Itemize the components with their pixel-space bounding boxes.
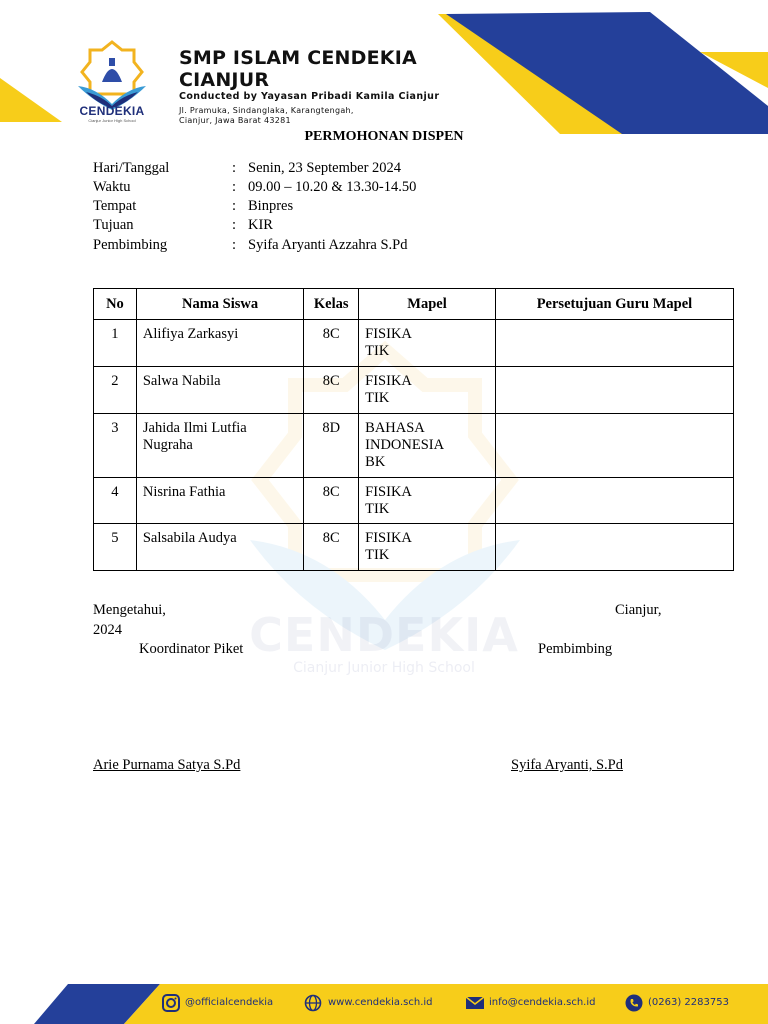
- info-colon: :: [232, 160, 237, 176]
- watermark-subtitle: Cianjur Junior High School: [293, 660, 475, 676]
- school-name-line-1: SMP ISLAM CENDEKIA: [179, 47, 417, 69]
- info-label: Pembimbing: [93, 237, 168, 253]
- approval-cell[interactable]: [495, 524, 733, 571]
- footer-email[interactable]: info@cendekia.sch.id: [489, 997, 596, 1008]
- school-name-line-2: CIANJUR: [179, 69, 270, 91]
- row-subject: [359, 367, 495, 407]
- city-label: Cianjur,: [615, 602, 662, 618]
- table-row: [94, 414, 734, 478]
- row-class: 8D: [322, 420, 341, 436]
- row-name: [137, 367, 303, 390]
- table-header-row: [94, 289, 734, 320]
- row-name: [137, 320, 303, 343]
- info-label: Tempat: [93, 198, 137, 214]
- header-name: Nama Siswa: [136, 289, 303, 320]
- table-row: [94, 524, 734, 571]
- right-role: Pembimbing: [538, 641, 613, 657]
- row-no: 5: [111, 530, 119, 546]
- table-row: [94, 478, 734, 524]
- phone-icon: [625, 994, 643, 1012]
- table-row: [94, 367, 734, 414]
- info-value: Syifa Aryanti Azzahra S.Pd: [248, 237, 408, 253]
- subject-line: FISIKA: [365, 326, 412, 342]
- header-subject: Mapel: [359, 289, 496, 320]
- approval-cell[interactable]: [495, 478, 733, 524]
- foundation-line: Conducted by Yayasan Pribadi Kamila Cianjur: [179, 91, 440, 102]
- logo-wordmark: CENDEKIA: [79, 104, 145, 118]
- name-line: Alifiya Zarkasyi: [142, 326, 239, 342]
- info-value: Binpres: [248, 198, 294, 214]
- row-no: 4: [111, 484, 119, 500]
- footer-instagram[interactable]: @officialcendekia: [185, 997, 274, 1008]
- subject-line: BAHASA: [365, 420, 425, 436]
- row-subject: [359, 414, 495, 471]
- school-name: [179, 47, 417, 91]
- info-colon: :: [232, 217, 237, 233]
- approval-cell[interactable]: [495, 320, 733, 367]
- address-line-2: Cianjur, Jawa Barat 43281: [179, 116, 291, 125]
- info-colon: :: [232, 198, 237, 214]
- table-row: [94, 320, 734, 367]
- footer-website[interactable]: www.cendekia.sch.id: [328, 997, 433, 1008]
- row-no: 1: [111, 326, 119, 342]
- watermark-word: CENDEKIA: [249, 608, 519, 662]
- subject-line: INDONESIA: [365, 437, 445, 453]
- approval-cell[interactable]: [495, 367, 733, 414]
- header-approval: Persetujuan Guru Mapel: [495, 289, 733, 320]
- subject-line: FISIKA: [365, 530, 412, 546]
- address-line-1: Jl. Pramuka, Sindanglaka, Karangtengah,: [179, 106, 354, 115]
- subject-line: TIK: [365, 501, 390, 517]
- row-no: 2: [111, 373, 119, 389]
- row-no: 3: [111, 420, 119, 436]
- year-label: 2024: [93, 622, 122, 638]
- info-label: Tujuan: [93, 217, 134, 233]
- info-value: KIR: [248, 217, 273, 233]
- document-title: PERMOHONAN DISPEN: [304, 129, 464, 144]
- row-subject: [359, 478, 495, 518]
- info-colon: :: [232, 237, 237, 253]
- row-class: 8C: [322, 373, 340, 389]
- name-line: Jahida Ilmi Lutfia: [142, 420, 247, 436]
- row-subject: [359, 524, 495, 564]
- students-table: [93, 288, 734, 571]
- right-signatory-name: Syifa Aryanti, S.Pd: [511, 757, 623, 773]
- row-class: 8C: [322, 484, 340, 500]
- logo-subtitle: Cianjur Junior High School: [88, 118, 136, 123]
- name-line: Nisrina Fathia: [142, 484, 226, 500]
- globe-icon: [304, 994, 322, 1012]
- row-class: 8C: [322, 326, 340, 342]
- subject-line: TIK: [365, 390, 390, 406]
- subject-line: TIK: [365, 343, 390, 359]
- left-signatory-name: Arie Purnama Satya S.Pd: [93, 757, 241, 773]
- row-name: [137, 414, 303, 454]
- header-class: Kelas: [304, 289, 359, 320]
- subject-line: FISIKA: [365, 484, 412, 500]
- left-yellow-triangle: [0, 78, 62, 122]
- row-name: [137, 478, 303, 501]
- subject-line: TIK: [365, 547, 390, 563]
- acknowledged-label: Mengetahui,: [93, 602, 166, 618]
- info-label: Hari/Tanggal: [93, 160, 170, 176]
- approval-cell[interactable]: [495, 414, 733, 478]
- info-value: 09.00 – 10.20 & 13.30-14.50: [248, 179, 417, 195]
- subject-line: BK: [365, 454, 386, 470]
- row-class: 8C: [322, 530, 340, 546]
- info-value: Senin, 23 September 2024: [248, 160, 402, 176]
- subject-line: FISIKA: [365, 373, 412, 389]
- info-label: Waktu: [93, 179, 131, 195]
- left-role: Koordinator Piket: [139, 641, 244, 657]
- instagram-icon: [162, 994, 180, 1012]
- row-name: [137, 524, 303, 547]
- row-subject: [359, 320, 495, 360]
- name-line: Salwa Nabila: [142, 373, 221, 389]
- info-colon: :: [232, 179, 237, 195]
- email-icon: [465, 994, 485, 1012]
- footer-phone[interactable]: (0263) 2283753: [648, 997, 729, 1008]
- header-no: No: [94, 289, 137, 320]
- name-line: Salsabila Audya: [142, 530, 237, 546]
- school-address: [179, 106, 354, 126]
- name-line: Nugraha: [142, 437, 193, 453]
